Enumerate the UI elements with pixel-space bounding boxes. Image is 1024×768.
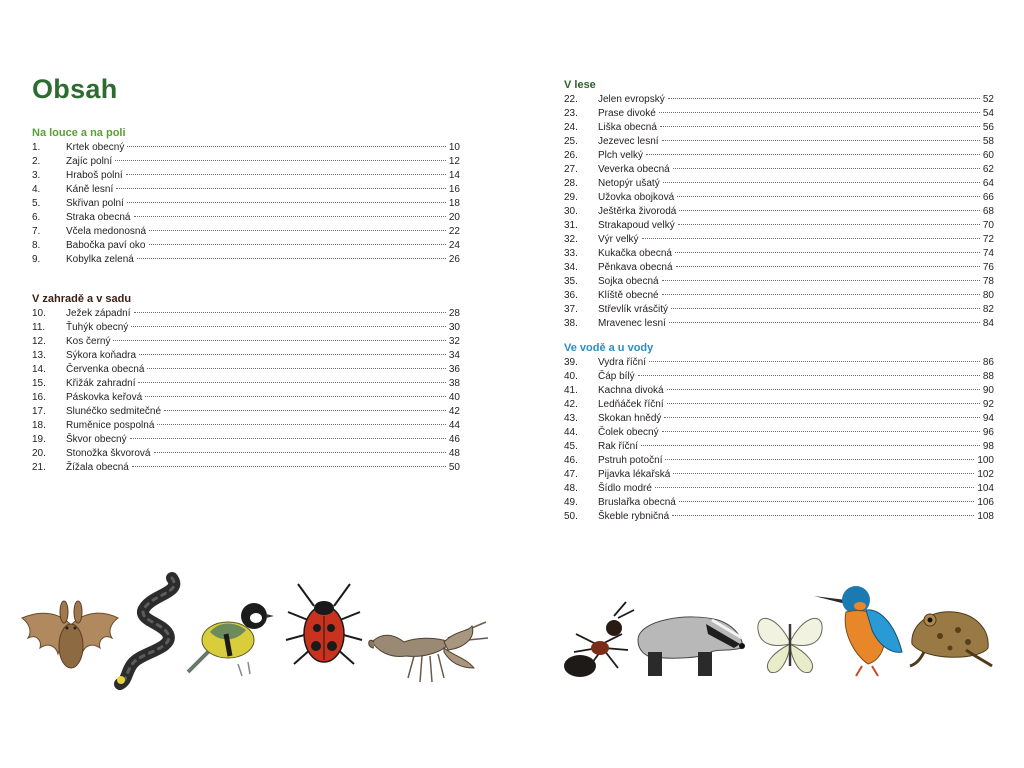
entry-page: 24	[448, 240, 460, 251]
entry-page: 14	[448, 170, 460, 181]
leader-dots	[149, 244, 446, 245]
toc-entry	[32, 433, 460, 447]
entry-number: 20.	[32, 448, 46, 459]
entry-title: Slunéčko sedmitečné	[66, 406, 162, 417]
entry-page: 60	[982, 150, 994, 161]
section-heading: Na louce a na poli	[32, 127, 126, 139]
leader-dots	[660, 126, 980, 127]
entry-title: Plch velký	[598, 150, 644, 161]
section-garden	[32, 293, 460, 475]
leader-dots	[677, 196, 980, 197]
entry-title: Ježek západní	[66, 308, 131, 319]
entry-page: 92	[982, 399, 994, 410]
entry-page: 86	[982, 357, 994, 368]
leader-dots	[673, 473, 974, 474]
entry-number: 43.	[564, 413, 578, 424]
toc-entry	[32, 141, 460, 155]
toc-entry	[564, 384, 994, 398]
entry-title: Ťuhýk obecný	[66, 322, 129, 333]
leader-dots	[132, 466, 446, 467]
entry-title: Skřivan polní	[66, 198, 124, 209]
entry-number: 38.	[564, 318, 578, 329]
leader-dots	[137, 258, 446, 259]
leader-dots	[131, 326, 446, 327]
leader-dots	[127, 146, 446, 147]
entry-title: Mravenec lesní	[598, 318, 666, 329]
entry-page: 108	[977, 511, 994, 522]
entry-title: Žížala obecná	[66, 462, 129, 473]
entry-number: 23.	[564, 108, 578, 119]
entry-page: 88	[982, 371, 994, 382]
entry-page: 78	[982, 276, 994, 287]
entry-page: 36	[448, 364, 460, 375]
entry-number: 31.	[564, 220, 578, 231]
leader-dots	[154, 452, 446, 453]
leader-dots	[138, 382, 445, 383]
entry-page: 28	[448, 308, 460, 319]
toc-entry	[564, 510, 994, 524]
entry-number: 19.	[32, 434, 46, 445]
entry-number: 14.	[32, 364, 46, 375]
entry-title: Rak říční	[598, 441, 639, 452]
leader-dots	[113, 340, 445, 341]
entry-title: Kukačka obecná	[598, 248, 672, 259]
entry-page: 22	[448, 226, 460, 237]
leader-dots	[145, 396, 446, 397]
entry-title: Kachna divoká	[598, 385, 664, 396]
entry-number: 15.	[32, 378, 46, 389]
entry-page: 52	[982, 94, 994, 105]
toc-entry	[564, 177, 994, 191]
entry-page: 68	[982, 206, 994, 217]
entry-title: Sojka obecná	[598, 276, 659, 287]
entry-title: Skokan hnědý	[598, 413, 662, 424]
toc-entry	[32, 155, 460, 169]
toc-entry	[32, 349, 460, 363]
entry-page: 90	[982, 385, 994, 396]
toc-entry	[32, 225, 460, 239]
entry-title: Páskovka keřová	[66, 392, 143, 403]
leader-dots	[667, 403, 980, 404]
entry-page: 72	[982, 234, 994, 245]
entry-page: 104	[977, 483, 994, 494]
leader-dots	[642, 238, 980, 239]
entry-title: Ruměnice pospolná	[66, 420, 155, 431]
leader-dots	[667, 389, 980, 390]
toc-entry	[564, 303, 994, 317]
entry-page: 32	[448, 336, 460, 347]
entry-page: 10	[448, 142, 460, 153]
entry-page: 26	[448, 254, 460, 265]
entry-number: 27.	[564, 164, 578, 175]
entry-number: 4.	[32, 184, 41, 195]
entry-number: 11.	[32, 322, 46, 333]
entry-title: Strakapoud velký	[598, 220, 675, 231]
leader-dots	[662, 431, 980, 432]
toc-entry	[564, 233, 994, 247]
entry-number: 28.	[564, 178, 578, 189]
leader-dots	[127, 202, 446, 203]
section-heading: V lese	[564, 79, 596, 91]
entry-title: Červenka obecná	[66, 364, 145, 375]
entry-number: 37.	[564, 304, 578, 315]
leader-dots	[649, 361, 980, 362]
toc-entry	[564, 482, 994, 496]
toc-entry	[564, 412, 994, 426]
entry-page: 82	[982, 304, 994, 315]
entry-page: 30	[448, 322, 460, 333]
entry-page: 100	[977, 455, 994, 466]
toc-entry	[32, 197, 460, 211]
entry-number: 17.	[32, 406, 46, 417]
leader-dots	[662, 294, 980, 295]
entry-title: Klíště obecné	[598, 290, 659, 301]
entry-page: 62	[982, 164, 994, 175]
snake-icon	[112, 572, 184, 690]
toc-entry	[32, 377, 460, 391]
toc-entry	[32, 391, 460, 405]
entry-number: 21.	[32, 462, 46, 473]
toc-entry	[564, 247, 994, 261]
entry-page: 42	[448, 406, 460, 417]
entry-page: 64	[982, 178, 994, 189]
toc-entry	[32, 405, 460, 419]
entry-page: 96	[982, 427, 994, 438]
badger-icon	[628, 600, 748, 688]
entry-title: Jelen evropský	[598, 94, 665, 105]
toc-entry	[564, 398, 994, 412]
entry-title: Ještěrka živorodá	[598, 206, 677, 217]
entry-number: 44.	[564, 427, 578, 438]
entry-title: Křižák zahradní	[66, 378, 136, 389]
entry-number: 33.	[564, 248, 578, 259]
toc-entry	[564, 289, 994, 303]
entry-page: 102	[977, 469, 994, 480]
entry-number: 36.	[564, 290, 578, 301]
entry-number: 12.	[32, 336, 46, 347]
toc-entry	[32, 363, 460, 377]
entry-page: 84	[982, 318, 994, 329]
entry-page: 80	[982, 290, 994, 301]
leader-dots	[665, 459, 974, 460]
entry-title: Kobylka zelená	[66, 254, 134, 265]
toc-entry	[564, 205, 994, 219]
entry-page: 38	[448, 378, 460, 389]
leader-dots	[678, 224, 980, 225]
entry-title: Vydra říční	[598, 357, 646, 368]
leader-dots	[662, 140, 980, 141]
entry-number: 49.	[564, 497, 578, 508]
leader-dots	[659, 112, 980, 113]
entry-number: 9.	[32, 254, 41, 265]
leader-dots	[669, 322, 980, 323]
toc-entry	[32, 461, 460, 475]
entry-title: Včela medonosná	[66, 226, 147, 237]
entry-page: 56	[982, 122, 994, 133]
toc-entry	[564, 370, 994, 384]
leader-dots	[134, 216, 446, 217]
entry-page: 48	[448, 448, 460, 459]
section-heading: V zahradě a v sadu	[32, 293, 132, 305]
entry-title: Šídlo modré	[598, 483, 652, 494]
toc-entry	[564, 261, 994, 275]
leader-dots	[641, 445, 980, 446]
bat-icon	[18, 598, 122, 682]
entry-page: 54	[982, 108, 994, 119]
leader-dots	[673, 168, 980, 169]
leader-dots	[149, 230, 446, 231]
entry-number: 18.	[32, 420, 46, 431]
toc-entry	[32, 335, 460, 349]
toc-entry	[564, 121, 994, 135]
leader-dots	[664, 417, 979, 418]
entry-title: Pstruh potoční	[598, 455, 663, 466]
entry-title: Straka obecná	[66, 212, 131, 223]
leader-dots	[147, 368, 445, 369]
toc-entry	[564, 93, 994, 107]
toc-entry	[32, 447, 460, 461]
crayfish-icon	[364, 612, 490, 692]
entry-number: 6.	[32, 212, 41, 223]
entry-number: 10.	[32, 308, 46, 319]
page-title: Obsah	[32, 74, 118, 104]
toc-entry	[564, 426, 994, 440]
leader-dots	[157, 424, 445, 425]
entry-title: Jezevec lesní	[598, 136, 659, 147]
toc-entry	[32, 321, 460, 335]
entry-page: 34	[448, 350, 460, 361]
entry-page: 106	[977, 497, 994, 508]
entry-number: 45.	[564, 441, 578, 452]
leader-dots	[139, 354, 446, 355]
toc-entry	[32, 183, 460, 197]
entry-page: 74	[982, 248, 994, 259]
entry-title: Výr velký	[598, 234, 639, 245]
entry-title: Netopýr ušatý	[598, 178, 660, 189]
entry-number: 25.	[564, 136, 578, 147]
leader-dots	[679, 210, 980, 211]
leader-dots	[655, 487, 974, 488]
entry-page: 40	[448, 392, 460, 403]
entry-number: 1.	[32, 142, 41, 153]
entry-title: Střevlík vrásčitý	[598, 304, 669, 315]
entry-page: 12	[448, 156, 460, 167]
leader-dots	[130, 438, 446, 439]
entry-page: 50	[448, 462, 460, 473]
toc-entry	[32, 253, 460, 267]
section-water	[564, 342, 994, 524]
leader-dots	[679, 501, 974, 502]
kingfisher-icon	[812, 572, 908, 680]
entry-title: Škvor obecný	[66, 434, 127, 445]
leader-dots	[638, 375, 980, 376]
toc-entry	[564, 275, 994, 289]
entry-page: 46	[448, 434, 460, 445]
entry-number: 32.	[564, 234, 578, 245]
leader-dots	[676, 266, 980, 267]
toc-entry	[564, 149, 994, 163]
leader-dots	[671, 308, 980, 309]
entry-title: Prase divoké	[598, 108, 656, 119]
leader-dots	[668, 98, 980, 99]
entry-title: Káně lesní	[66, 184, 114, 195]
toc-entry	[32, 169, 460, 183]
firebug-icon	[284, 576, 364, 672]
entry-number: 39.	[564, 357, 578, 368]
entry-page: 98	[982, 441, 994, 452]
entry-page: 94	[982, 413, 994, 424]
leader-dots	[663, 182, 980, 183]
entry-number: 2.	[32, 156, 41, 167]
great-tit-icon	[180, 594, 276, 680]
leader-dots	[662, 280, 980, 281]
entry-number: 34.	[564, 262, 578, 273]
entry-title: Užovka obojková	[598, 192, 675, 203]
section-heading: Ve vodě a u vody	[564, 342, 654, 354]
entry-title: Stonožka škvorová	[66, 448, 151, 459]
toc-entry	[564, 454, 994, 468]
leader-dots	[115, 160, 446, 161]
frog-icon	[906, 600, 994, 672]
entry-title: Hraboš polní	[66, 170, 123, 181]
entry-title: Pěnkava obecná	[598, 262, 673, 273]
entry-title: Čáp bílý	[598, 371, 635, 382]
entry-number: 22.	[564, 94, 578, 105]
entry-page: 66	[982, 192, 994, 203]
entry-page: 58	[982, 136, 994, 147]
toc-entry	[564, 468, 994, 482]
entry-number: 24.	[564, 122, 578, 133]
section-meadow	[32, 127, 460, 267]
entry-number: 7.	[32, 226, 41, 237]
toc-entry	[564, 356, 994, 370]
entry-title: Ledňáček říční	[598, 399, 664, 410]
entry-title: Zajíc polní	[66, 156, 113, 167]
entry-page: 70	[982, 220, 994, 231]
entry-number: 13.	[32, 350, 46, 361]
entry-page: 16	[448, 184, 460, 195]
entry-title: Sýkora koňadra	[66, 350, 137, 361]
entry-title: Bruslařka obecná	[598, 497, 676, 508]
entry-number: 40.	[564, 371, 578, 382]
entry-page: 44	[448, 420, 460, 431]
ant-icon	[556, 598, 638, 690]
entry-number: 16.	[32, 392, 46, 403]
entry-number: 26.	[564, 150, 578, 161]
entry-page: 18	[448, 198, 460, 209]
entry-title: Babočka paví oko	[66, 240, 146, 251]
entry-title: Kos černý	[66, 336, 111, 347]
toc-entry	[564, 135, 994, 149]
entry-title: Liška obecná	[598, 122, 657, 133]
entry-number: 50.	[564, 511, 578, 522]
entry-number: 8.	[32, 240, 41, 251]
toc-entry	[564, 163, 994, 177]
entry-number: 29.	[564, 192, 578, 203]
entry-number: 46.	[564, 455, 578, 466]
toc-entry	[32, 239, 460, 253]
entry-number: 3.	[32, 170, 41, 181]
entry-number: 47.	[564, 469, 578, 480]
toc-entry	[564, 191, 994, 205]
leader-dots	[134, 312, 446, 313]
entry-title: Pijavka lékařská	[598, 469, 671, 480]
toc-entry	[32, 419, 460, 433]
entry-number: 5.	[32, 198, 41, 209]
entry-number: 42.	[564, 399, 578, 410]
toc-entry	[564, 107, 994, 121]
toc-entry	[564, 440, 994, 454]
leader-dots	[126, 174, 446, 175]
entry-number: 41.	[564, 385, 578, 396]
entry-title: Veverka obecná	[598, 164, 670, 175]
toc-entry	[32, 211, 460, 225]
entry-title: Krtek obecný	[66, 142, 125, 153]
leader-dots	[164, 410, 446, 411]
section-forest	[564, 79, 994, 331]
leader-dots	[675, 252, 980, 253]
toc-entry	[564, 219, 994, 233]
entry-number: 30.	[564, 206, 578, 217]
leader-dots	[672, 515, 974, 516]
entry-number: 35.	[564, 276, 578, 287]
entry-title: Škeble rybničná	[598, 511, 670, 522]
toc-entry	[564, 317, 994, 331]
entry-page: 20	[448, 212, 460, 223]
leader-dots	[646, 154, 980, 155]
leader-dots	[116, 188, 446, 189]
entry-page: 76	[982, 262, 994, 273]
toc-entry	[32, 307, 460, 321]
entry-title: Čolek obecný	[598, 427, 659, 438]
entry-number: 48.	[564, 483, 578, 494]
toc-entry	[564, 496, 994, 510]
